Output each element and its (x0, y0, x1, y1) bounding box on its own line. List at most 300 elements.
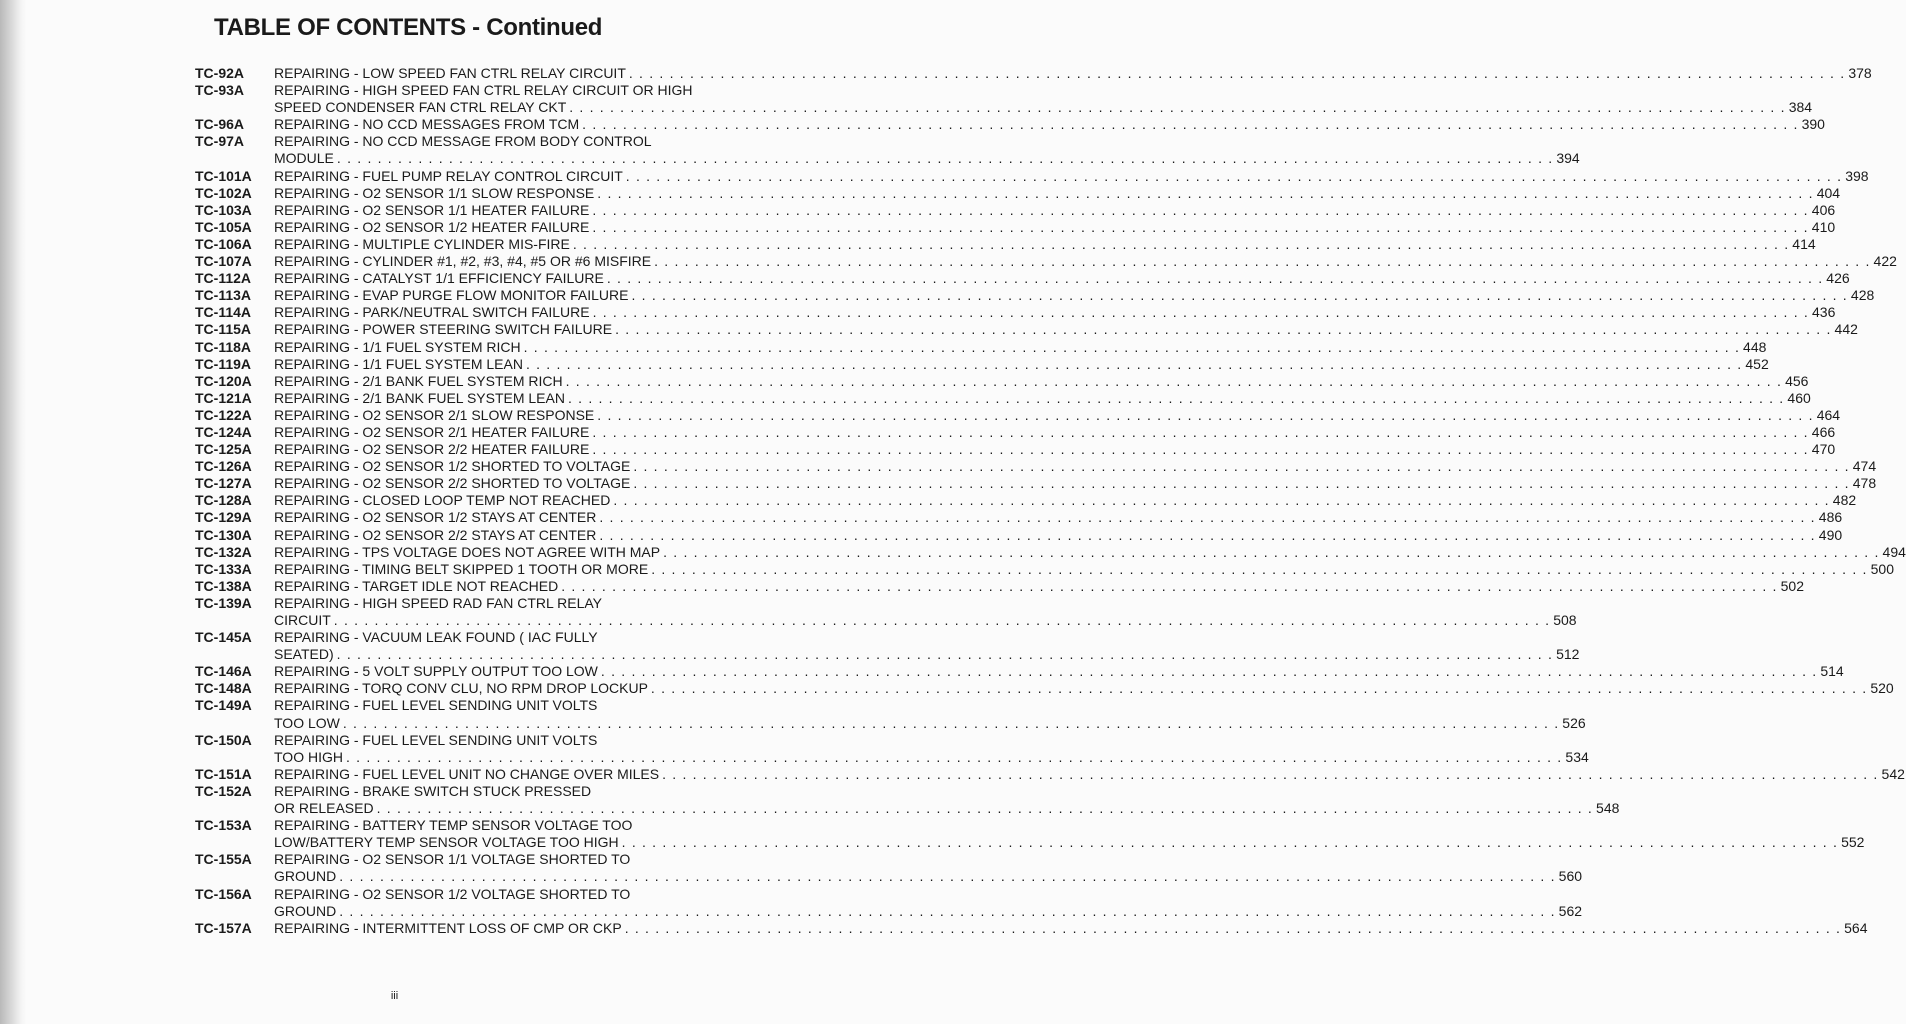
toc-entry-line (274, 680, 1894, 697)
toc-entry-page: 470 (1811, 441, 1836, 458)
toc-entry-title: REPAIRING - TARGET IDLE NOT REACHED (274, 577, 559, 594)
toc-entry-title: REPAIRING - 1/1 FUEL SYSTEM LEAN (274, 355, 523, 372)
toc-entry-line (274, 732, 717, 749)
dot-leader: . . . . . . . . . . . . . . . . . . . . . . . . . . . . . . . . . . . . . . . . . . . . . . . . . . . . . . . . . . . . . . . . . . . . . . . . . . . . . . . . . . . . . . . . . . . . . . . . . . . . . . . . . . . . . . . . . . . . . . . . (650, 680, 1868, 697)
dot-leader: . . . . . . . . . . . . . . . . . . . . . . . . . . . . . . . . . . . . . . . . . . . . . . . . . . . . . . . . . . . . . . . . . . . . . . . . . . . . . . . . . . . . . . . . . . . . . . . . . . . . . . . . . . . . . . . . . . . . . . . . (336, 150, 1554, 167)
toc-entry-body (274, 782, 1620, 817)
toc-entry (195, 218, 1836, 236)
dot-leader: . . . . . . . . . . . . . . . . . . . . . . . . . . . . . . . . . . . . . . . . . . . . . . . . . . . . . . . . . . . . . . . . . . . . . . . . . . . . . . . . . . . . . . . . . . . . . . . . . . . . . . . . . . . . . . . . . . . . . . . . (582, 116, 1799, 133)
dot-leader: . . . . . . . . . . . . . . . . . . . . . . . . . . . . . . . . . . . . . . . . . . . . . . . . . . . . . . . . . . . . . . . . . . . . . . . . . . . . . . . . . . . . . . . . . . . . . . . . . . . . . . . . . . . . . . . . . . . . . . . . (339, 902, 1556, 919)
toc-entry (195, 577, 1804, 595)
toc-entry-body (274, 663, 1844, 680)
toc-entry-title: REPAIRING - BATTERY TEMP SENSOR VOLTAGE TOO (274, 817, 633, 834)
toc-entry-line (274, 355, 1769, 373)
toc-entry-line (274, 765, 1905, 783)
toc-entry-page: 502 (1780, 577, 1804, 594)
toc-entry-title: SPEED CONDENSER FAN CTRL RELAY CKT (274, 99, 567, 116)
toc-entry-title: TOO LOW (274, 714, 340, 731)
toc-entry (195, 321, 1858, 338)
toc-entry-title: REPAIRING - FUEL LEVEL SENDING UNIT VOLTS (274, 697, 598, 714)
toc-entry-title: REPAIRING - TPS VOLTAGE DOES NOT AGREE WITH MAP (274, 543, 661, 560)
dot-leader: . . . . . . . . . . . . . . . . . . . . . . . . . . . . . . . . . . . . . . . . . . . . . . . . . . . . . . . . . . . . . . . . . . . . . . . . . . . . . . . . . . . . . . . . . . . . . . . . . . . . . . . . . . . . . . . . . . . . . . . . (663, 543, 1880, 560)
toc-entry-code: TC-152A (195, 782, 252, 799)
toc-entry (195, 287, 1875, 304)
toc-entry-body (274, 389, 1811, 407)
dot-leader: . . . . . . . . . . . . . . . . . . . . . . . . . . . . . . . . . . . . . . . . . . . . . . . . . . . . . . . . . . . . . . . . . . . . . . . . . . . . . . . . . . . . . . . . . . . . . . . . . . . . . . . . . . . . . . . . . . . . . . . . (600, 663, 1818, 680)
toc-entry (195, 458, 1877, 475)
toc-entry (195, 629, 1580, 663)
toc-entry (195, 389, 1811, 407)
toc-entry-body (274, 697, 1586, 731)
toc-entry (195, 116, 1825, 133)
toc-entry-line (274, 817, 717, 834)
toc-entry-title: REPAIRING - LOW SPEED FAN CTRL RELAY CIRCUIT (274, 65, 626, 81)
toc-entry-page: 478 (1852, 475, 1877, 492)
toc-entry-page: 384 (1788, 99, 1813, 116)
toc-entry-title: GROUND (274, 902, 337, 919)
toc-entry-body (274, 423, 1836, 441)
toc-entry-code: TC-129A (195, 509, 252, 526)
toc-entry-title: REPAIRING - MULTIPLE CYLINDER MIS-FIRE (274, 235, 570, 252)
toc-entry-line (274, 543, 1906, 561)
toc-entry-page: 406 (1811, 201, 1836, 218)
toc-entry-code: TC-105A (195, 218, 252, 235)
toc-entry-body (274, 201, 1836, 219)
toc-entry-line (274, 458, 1877, 475)
toc-entry-title: REPAIRING - O2 SENSOR 2/2 SHORTED TO VOLTAGE (274, 475, 631, 492)
toc-entry-page: 500 (1870, 560, 1894, 577)
toc-entry (195, 270, 1850, 287)
toc-entry-line (274, 834, 1865, 851)
toc-entry (195, 731, 1589, 766)
toc-entry-code: TC-153A (195, 817, 252, 834)
toc-entry-line (274, 612, 1577, 629)
toc-entry-line (274, 697, 717, 714)
toc-entry-title: REPAIRING - VACUUM LEAK FOUND ( IAC FULLY (274, 629, 598, 646)
toc-entry-code: TC-97A (195, 133, 245, 150)
toc-entry-body (274, 167, 1869, 185)
toc-entry (195, 65, 1872, 82)
toc-entry-code: TC-127A (195, 475, 252, 492)
toc-entry-line (274, 150, 1580, 167)
toc-entry-line (274, 406, 1841, 424)
toc-entry-code: TC-120A (195, 372, 252, 389)
toc-list (195, 65, 1906, 937)
toc-entry-line (274, 595, 717, 612)
toc-entry-page: 398 (1845, 167, 1869, 184)
toc-entry-page: 526 (1562, 714, 1586, 731)
dot-leader: . . . . . . . . . . . . . . . . . . . . . . . . . . . . . . . . . . . . . . . . . . . . . . . . . . . . . . . . . . . . . . . . . . . . . . . . . . . . . . . . . . . . . . . . . . . . . . . . . . . . . . . . . . . . . . . . . . . . . . . . (599, 526, 1816, 543)
toc-entry-code: TC-102A (195, 184, 252, 201)
toc-entry-body (274, 629, 1580, 663)
toc-entry-line (274, 167, 1869, 185)
toc-entry-page: 404 (1816, 184, 1841, 201)
toc-entry-line (274, 235, 1816, 253)
dot-leader: . . . . . . . . . . . . . . . . . . . . . . . . . . . . . . . . . . . . . . . . . . . . . . . . . . . . . . . . . . . . . . . . . . . . . . . . . . . . . . . . . . . . . . . . . . . . . . . . . . . . . . . . . . . . . . . . . . . . . . . . (592, 218, 1809, 235)
dot-leader: . . . . . . . . . . . . . . . . . . . . . . . . . . . . . . . . . . . . . . . . . . . . . . . . . . . . . . . . . . . . . . . . . . . . . . . . . . . . . . . . . . . . . . . . . . . . . . . . . . . . . . . . . . . . . . . . . . . . . . . . (628, 65, 1846, 81)
toc-entry-line (274, 253, 1897, 270)
dot-leader: . . . . . . . . . . . . . . . . . . . . . . . . . . . . . . . . . . . . . . . . . . . . . . . . . . . . . . . . . . . . . . . . . . . . . . . . . . . . . . . . . . . . . . . . . . . . . . . . . . . . . . . . . . . . . . . . . . . . . . . . (592, 441, 1809, 458)
toc-entry-line (274, 184, 1841, 202)
toc-entry-code: TC-148A (195, 680, 252, 697)
toc-entry (195, 680, 1894, 697)
toc-entry-title: REPAIRING - 2/1 BANK FUEL SYSTEM LEAN (274, 389, 565, 406)
toc-entry-title: REPAIRING - BRAKE SWITCH STUCK PRESSED (274, 782, 592, 799)
dot-leader: . . . . . . . . . . . . . . . . . . . . . . . . . . . . . . . . . . . . . . . . . . . . . . . . . . . . . . . . . . . . . . . . . . . . . . . . . . . . . . . . . . . . . . . . . . . . . . . . . . . . . . . . . . . . . . . . . . . . . . . . (565, 372, 1783, 389)
toc-entry-line (274, 441, 1836, 458)
toc-entry-title: REPAIRING - O2 SENSOR 1/2 VOLTAGE SHORTED TO (274, 885, 631, 902)
toc-entry (195, 372, 1809, 390)
toc-entry-title: REPAIRING - POWER STEERING SWITCH FAILURE (274, 321, 613, 338)
toc-entry-line (274, 886, 717, 903)
toc-entry-code: TC-121A (195, 389, 252, 406)
toc-entry-page: 560 (1558, 868, 1583, 885)
toc-entry-body (274, 218, 1836, 236)
toc-entry-title: OR RELEASED (274, 800, 374, 817)
toc-entry-line (274, 82, 717, 99)
dot-leader: . . . . . . . . . . . . . . . . . . . . . . . . . . . . . . . . . . . . . . . . . . . . . . . . . . . . . . . . . . . . . . . . . . . . . . . . . . . . . . . . . . . . . . . . . . . . . . . . . . . . . . . . . . . . . . . . . . . . . . . . (342, 714, 1560, 731)
toc-entry-page: 466 (1811, 423, 1836, 440)
toc-entry-line (274, 116, 1825, 133)
toc-entry-code: TC-157A (195, 919, 252, 936)
toc-entry (195, 304, 1836, 321)
page-binding-shadow (0, 0, 26, 1024)
toc-entry-line (274, 423, 1836, 441)
toc-entry-body (274, 851, 1583, 885)
toc-entry-line (274, 868, 1583, 885)
toc-entry-page: 414 (1792, 235, 1816, 252)
dot-leader: . . . . . . . . . . . . . . . . . . . . . . . . . . . . . . . . . . . . . . . . . . . . . . . . . . . . . . . . . . . . . . . . . . . . . . . . . . . . . . . . . . . . . . . . . . . . . . . . . . . . . . . . . . . . . . . . . . . . . . . . (567, 389, 1785, 406)
toc-entry-line (274, 99, 1813, 116)
dot-leader: . . . . . . . . . . . . . . . . . . . . . . . . . . . . . . . . . . . . . . . . . . . . . . . . . . . . . . . . . . . . . . . . . . . . . . . . . . . . . . . . . . . . . . . . . . . . . . . . . . . . . . . . . . . . . . . . . . . . . . . . (592, 423, 1809, 440)
dot-leader: . . . . . . . . . . . . . . . . . . . . . . . . . . . . . . . . . . . . . . . . . . . . . . . . . . . . . . . . . . . . . . . . . . . . . . . . . . . . . . . . . . . . . . . . . . . . . . . . . . . . . . . . . . . . . . . . . . . . . . . . (597, 406, 1814, 423)
toc-entry-title: REPAIRING - O2 SENSOR 1/1 HEATER FAILURE (274, 201, 590, 218)
toc-entry-body (274, 458, 1877, 475)
toc-entry-page: 494 (1882, 543, 1906, 560)
toc-entry-page: 456 (1785, 372, 1809, 389)
toc-entry (195, 492, 1857, 509)
toc-entry-body (274, 731, 1589, 766)
toc-entry-page: 394 (1556, 150, 1580, 167)
dot-leader: . . . . . . . . . . . . . . . . . . . . . . . . . . . . . . . . . . . . . . . . . . . . . . . . . . . . . . . . . . . . . . . . . . . . . . . . . . . . . . . . . . . . . . . . . . . . . . . . . . . . . . . . . . . . . . . . . . . . . . . . (615, 321, 1832, 338)
toc-entry-line (274, 560, 1894, 578)
toc-entry (195, 253, 1897, 270)
toc-entry-code: TC-151A (195, 765, 252, 782)
toc-entry-line (274, 287, 1875, 304)
page-number: iii (390, 990, 399, 1002)
toc-entry-title: REPAIRING - FUEL PUMP RELAY CONTROL CIRCUIT (274, 167, 623, 184)
page-title: TABLE OF CONTENTS - Continued (214, 14, 603, 41)
dot-leader: . . . . . . . . . . . . . . . . . . . . . . . . . . . . . . . . . . . . . . . . . . . . . . . . . . . . . . . . . . . . . . . . . . . . . . . . . . . . . . . . . . . . . . . . . . . . . . . . . . . . . . . . . . . . . . . . . . . . . . . . (333, 612, 1551, 628)
dot-leader: . . . . . . . . . . . . . . . . . . . . . . . . . . . . . . . . . . . . . . . . . . . . . . . . . . . . . . . . . . . . . . . . . . . . . . . . . . . . . . . . . . . . . . . . . . . . . . . . . . . . . . . . . . . . . . . . . . . . . . . . (339, 868, 1556, 885)
dot-leader: . . . . . . . . . . . . . . . . . . . . . . . . . . . . . . . . . . . . . . . . . . . . . . . . . . . . . . . . . . . . . . . . . . . . . . . . . . . . . . . . . . . . . . . . . . . . . . . . . . . . . . . . . . . . . . . . . . . . . . . . (662, 765, 1879, 782)
toc-entry-page: 436 (1812, 304, 1836, 321)
toc-entry (195, 782, 1620, 817)
toc-entry (195, 355, 1769, 373)
dot-leader: . . . . . . . . . . . . . . . . . . . . . . . . . . . . . . . . . . . . . . . . . . . . . . . . . . . . . . . . . . . . . . . . . . . . . . . . . . . . . . . . . . . . . . . . . . . . . . . . . . . . . . . . . . . . . . . . . . . . . . . . (592, 304, 1809, 321)
toc-entry-title: GROUND (274, 868, 337, 885)
toc-entry-page: 514 (1820, 663, 1844, 680)
toc-entry-line (274, 714, 1586, 732)
dot-leader: . . . . . . . . . . . . . . . . . . . . . . . . . . . . . . . . . . . . . . . . . . . . . . . . . . . . . . . . . . . . . . . . . . . . . . . . . . . . . . . . . . . . . . . . . . . . . . . . . . . . . . . . . . . . . . . . . . . . . . . . (597, 184, 1814, 201)
toc-entry-body (274, 253, 1897, 270)
toc-entry-body (274, 304, 1836, 321)
toc-entry-body (274, 270, 1850, 287)
dot-leader: . . . . . . . . . . . . . . . . . . . . . . . . . . . . . . . . . . . . . . . . . . . . . . . . . . . . . . . . . . . . . . . . . . . . . . . . . . . . . . . . . . . . . . . . . . . . . . . . . . . . . . . . . . . . . . . . . . . . . . . . (654, 253, 1871, 270)
toc-entry-code: TC-115A (195, 321, 252, 338)
toc-entry-line (274, 389, 1811, 407)
toc-entry-code: TC-138A (195, 577, 252, 594)
toc-entry-title: REPAIRING - O2 SENSOR 1/1 SLOW RESPONSE (274, 184, 595, 201)
toc-entry-page: 428 (1850, 287, 1875, 304)
toc-entry-title: CIRCUIT (274, 612, 331, 628)
toc-entry-title: REPAIRING - NO CCD MESSAGES FROM TCM (274, 116, 580, 133)
toc-entry-page: 548 (1596, 800, 1620, 817)
toc-entry-code: TC-112A (195, 270, 252, 287)
toc-entry-code: TC-93A (195, 82, 245, 99)
toc-entry-page: 542 (1881, 765, 1905, 782)
toc-entry-page: 534 (1565, 748, 1589, 765)
toc-entry (195, 423, 1836, 441)
toc-entry-title: REPAIRING - FUEL LEVEL UNIT NO CHANGE OVER MILES (274, 765, 660, 782)
toc-entry (195, 509, 1843, 526)
toc-entry-page: 452 (1745, 355, 1769, 372)
toc-entry-line (274, 201, 1836, 219)
toc-entry-code: TC-128A (195, 492, 252, 509)
toc-entry-title: REPAIRING - FUEL LEVEL SENDING UNIT VOLTS (274, 731, 598, 748)
toc-entry-line (274, 133, 717, 150)
toc-entry-page: 552 (1841, 834, 1865, 851)
dot-leader: . . . . . . . . . . . . . . . . . . . . . . . . . . . . . . . . . . . . . . . . . . . . . . . . . . . . . . . . . . . . . . . . . . . . . . . . . . . . . . . . . . . . . . . . . . . . . . . . . . . . . . . . . . . . . . . . . . . . . . . . (621, 834, 1839, 851)
toc-entry-body (274, 577, 1804, 595)
toc-entry-body (274, 65, 1872, 82)
toc-entry-line (274, 919, 1868, 937)
toc-entry-title: REPAIRING - O2 SENSOR 2/1 HEATER FAILURE (274, 423, 590, 440)
toc-entry-title: REPAIRING - O2 SENSOR 1/2 HEATER FAILURE (274, 218, 590, 235)
toc-entry-page: 422 (1873, 253, 1897, 270)
toc-entry-body (274, 372, 1809, 390)
toc-entry-code: TC-139A (195, 594, 252, 611)
toc-entry (195, 919, 1868, 937)
toc-entry-line (274, 646, 1580, 663)
toc-entry-page: 564 (1844, 919, 1868, 936)
toc-entry-title: REPAIRING - 1/1 FUEL SYSTEM RICH (274, 338, 521, 355)
toc-entry-title: REPAIRING - O2 SENSOR 2/2 HEATER FAILURE (274, 441, 590, 458)
toc-entry-body (274, 919, 1868, 937)
toc-entry-body (274, 526, 1843, 544)
dot-leader: . . . . . . . . . . . . . . . . . . . . . . . . . . . . . . . . . . . . . . . . . . . . . . . . . . . . . . . . . . . . . . . . . . . . . . . . . . . . . . . . . . . . . . . . . . . . . . . . . . . . . . . . . . . . . . . . . . . . . . . . (631, 287, 1848, 304)
toc-entry-body (274, 287, 1875, 304)
toc-entry-code: TC-106A (195, 235, 252, 252)
toc-entry-body (274, 82, 1813, 116)
toc-entry-line (274, 509, 1843, 526)
toc-entry-page: 512 (1556, 646, 1580, 663)
toc-entry (195, 338, 1767, 356)
toc-entry-page: 378 (1848, 65, 1872, 81)
toc-entry (195, 201, 1836, 219)
toc-entry-body (274, 594, 1577, 629)
toc-entry-page: 426 (1826, 270, 1850, 287)
toc-entry (195, 594, 1577, 629)
toc-entry (195, 167, 1869, 185)
toc-entry-page: 410 (1811, 218, 1836, 235)
toc-entry-title: REPAIRING - 5 VOLT SUPPLY OUTPUT TOO LOW (274, 663, 598, 680)
dot-leader: . . . . . . . . . . . . . . . . . . . . . . . . . . . . . . . . . . . . . . . . . . . . . . . . . . . . . . . . . . . . . . . . . . . . . . . . . . . . . . . . . . . . . . . . . . . . . . . . . . . . . . . . . . . . . . . . . . . . . . . . (651, 560, 1868, 577)
toc-entry-line (274, 372, 1809, 390)
toc-entry-line (274, 629, 717, 646)
toc-entry-page: 460 (1787, 389, 1811, 406)
toc-entry (195, 441, 1836, 458)
toc-entry-page: 482 (1832, 492, 1857, 509)
toc-entry-code: TC-156A (195, 885, 252, 902)
toc-entry-code: TC-101A (195, 167, 252, 184)
dot-leader: . . . . . . . . . . . . . . . . . . . . . . . . . . . . . . . . . . . . . . . . . . . . . . . . . . . . . . . . . . . . . . . . . . . . . . . . . . . . . . . . . . . . . . . . . . . . . . . . . . . . . . . . . . . . . . . . . . . . . . . . (345, 748, 1563, 765)
toc-entry-line (274, 526, 1843, 544)
toc-entry (195, 184, 1841, 202)
toc-entry (195, 697, 1586, 731)
toc-entry-code: TC-146A (195, 663, 252, 680)
dot-leader: . . . . . . . . . . . . . . . . . . . . . . . . . . . . . . . . . . . . . . . . . . . . . . . . . . . . . . . . . . . . . . . . . . . . . . . . . . . . . . . . . . . . . . . . . . . . . . . . . . . . . . . . . . . . . . . . . . . . . . . . (599, 509, 1816, 526)
toc-entry-page: 486 (1818, 509, 1843, 526)
toc-entry-page: 490 (1818, 526, 1843, 543)
toc-entry-code: TC-149A (195, 697, 252, 714)
toc-entry-title: REPAIRING - CLOSED LOOP TEMP NOT REACHED (274, 492, 611, 509)
toc-entry-code: TC-113A (195, 287, 252, 304)
toc-entry (195, 526, 1843, 544)
toc-entry-title: REPAIRING - TIMING BELT SKIPPED 1 TOOTH OR MORE (274, 560, 649, 577)
toc-entry (195, 560, 1894, 578)
toc-entry (195, 235, 1816, 253)
toc-entry-code: TC-122A (195, 406, 252, 423)
toc-entry-title: REPAIRING - O2 SENSOR 1/2 STAYS AT CENTER (274, 509, 597, 526)
toc-entry (195, 817, 1865, 851)
dot-leader: . . . . . . . . . . . . . . . . . . . . . . . . . . . . . . . . . . . . . . . . . . . . . . . . . . . . . . . . . . . . . . . . . . . . . . . . . . . . . . . . . . . . . . . . . . . . . . . . . . . . . . . . . . . . . . . . . . . . . . . . (572, 235, 1790, 252)
toc-entry-body (274, 543, 1906, 561)
toc-entry-page: 442 (1834, 321, 1858, 338)
toc-entry-code: TC-130A (195, 526, 252, 543)
toc-entry-title: MODULE (274, 150, 334, 167)
dot-leader: . . . . . . . . . . . . . . . . . . . . . . . . . . . . . . . . . . . . . . . . . . . . . . . . . . . . . . . . . . . . . . . . . . . . . . . . . . . . . . . . . . . . . . . . . . . . . . . . . . . . . . . . . . . . . . . . . . . . . . . . (376, 800, 1594, 817)
toc-entry-code: TC-124A (195, 423, 252, 440)
toc-entry-page: 520 (1870, 680, 1894, 697)
toc-entry-line (274, 270, 1850, 287)
toc-entry-body (274, 680, 1894, 697)
toc-entry-body (274, 184, 1841, 202)
toc-entry-title: REPAIRING - O2 SENSOR 1/1 VOLTAGE SHORTED TO (274, 851, 631, 868)
toc-entry-line (274, 663, 1844, 680)
toc-entry-code: TC-118A (195, 338, 252, 355)
dot-leader: . . . . . . . . . . . . . . . . . . . . . . . . . . . . . . . . . . . . . . . . . . . . . . . . . . . . . . . . . . . . . . . . . . . . . . . . . . . . . . . . . . . . . . . . . . . . . . . . . . . . . . . . . . . . . . . . . . . . . . . . (523, 338, 1741, 355)
toc-entry-title: REPAIRING - O2 SENSOR 2/1 SLOW RESPONSE (274, 406, 595, 423)
toc-entry-body (274, 765, 1905, 783)
toc-entry (195, 851, 1583, 885)
dot-leader: . . . . . . . . . . . . . . . . . . . . . . . . . . . . . . . . . . . . . . . . . . . . . . . . . . . . . . . . . . . . . . . . . . . . . . . . . . . . . . . . . . . . . . . . . . . . . . . . . . . . . . . . . . . . . . . . . . . . . . . . (613, 492, 1830, 509)
toc-entry (195, 82, 1813, 116)
toc-entry-body (274, 492, 1857, 509)
toc-entry-body (274, 133, 1580, 167)
toc-entry-title: REPAIRING - HIGH SPEED RAD FAN CTRL RELAY (274, 594, 603, 611)
toc-entry-body (274, 475, 1877, 492)
dot-leader: . . . . . . . . . . . . . . . . . . . . . . . . . . . . . . . . . . . . . . . . . . . . . . . . . . . . . . . . . . . . . . . . . . . . . . . . . . . . . . . . . . . . . . . . . . . . . . . . . . . . . . . . . . . . . . . . . . . . . . . . (525, 355, 1743, 372)
dot-leader: . . . . . . . . . . . . . . . . . . . . . . . . . . . . . . . . . . . . . . . . . . . . . . . . . . . . . . . . . . . . . . . . . . . . . . . . . . . . . . . . . . . . . . . . . . . . . . . . . . . . . . . . . . . . . . . . . . . . . . . . (561, 577, 1778, 594)
toc-entry-line (274, 748, 1589, 766)
toc-entry-line (274, 577, 1804, 595)
toc-entry-title: REPAIRING - EVAP PURGE FLOW MONITOR FAILURE (274, 287, 629, 304)
toc-entry-title: LOW/BATTERY TEMP SENSOR VOLTAGE TOO HIGH (274, 834, 619, 851)
toc-entry-body (274, 406, 1841, 424)
toc-entry-body (274, 441, 1836, 458)
dot-leader: . . . . . . . . . . . . . . . . . . . . . . . . . . . . . . . . . . . . . . . . . . . . . . . . . . . . . . . . . . . . . . . . . . . . . . . . . . . . . . . . . . . . . . . . . . . . . . . . . . . . . . . . . . . . . . . . . . . . . . . . (606, 270, 1824, 287)
toc-entry-title: REPAIRING - PARK/NEUTRAL SWITCH FAILURE (274, 304, 590, 321)
toc-entry-line (274, 902, 1583, 920)
toc-entry (195, 765, 1905, 783)
toc-entry-title: REPAIRING - O2 SENSOR 1/2 SHORTED TO VOLTAGE (274, 458, 631, 475)
toc-entry-code: TC-126A (195, 458, 252, 475)
dot-leader: . . . . . . . . . . . . . . . . . . . . . . . . . . . . . . . . . . . . . . . . . . . . . . . . . . . . . . . . . . . . . . . . . . . . . . . . . . . . . . . . . . . . . . . . . . . . . . . . . . . . . . . . . . . . . . . . . . . . . . . . (569, 99, 1786, 116)
toc-entry-title: REPAIRING - NO CCD MESSAGE FROM BODY CONTROL (274, 133, 652, 150)
toc-entry (195, 663, 1844, 680)
toc-entry-code: TC-145A (195, 629, 252, 646)
toc-entry-title: REPAIRING - CATALYST 1/1 EFFICIENCY FAILURE (274, 270, 604, 287)
toc-entry-line (274, 492, 1857, 509)
toc-entry-page: 508 (1553, 612, 1577, 628)
toc-entry-title: REPAIRING - 2/1 BANK FUEL SYSTEM RICH (274, 372, 563, 389)
toc-entry-title: REPAIRING - TORQ CONV CLU, NO RPM DROP LOCKUP (274, 680, 648, 697)
toc-entry-body (274, 885, 1583, 920)
toc-entry-code: TC-114A (195, 304, 252, 321)
toc-entry-code: TC-155A (195, 851, 252, 868)
dot-leader: . . . . . . . . . . . . . . . . . . . . . . . . . . . . . . . . . . . . . . . . . . . . . . . . . . . . . . . . . . . . . . . . . . . . . . . . . . . . . . . . . . . . . . . . . . . . . . . . . . . . . . . . . . . . . . . . . . . . . . . . (336, 646, 1554, 663)
toc-entry-code: TC-103A (195, 201, 252, 218)
toc-entry-line (274, 218, 1836, 236)
toc-entry-line (274, 475, 1877, 492)
toc-entry-title: REPAIRING - HIGH SPEED FAN CTRL RELAY CIRCUIT OR HIGH (274, 82, 693, 99)
toc-entry-page: 448 (1743, 338, 1767, 355)
toc-entry (195, 885, 1583, 920)
toc-entry-body (274, 321, 1858, 338)
toc-entry (195, 133, 1580, 167)
toc-entry-line (274, 304, 1836, 321)
toc-entry-title: SEATED) (274, 646, 334, 663)
toc-entry-code: TC-119A (195, 355, 252, 372)
toc-entry-line (274, 800, 1620, 817)
toc-entry-code: TC-132A (195, 543, 252, 560)
toc-entry-page: 562 (1558, 902, 1583, 919)
toc-entry-title: REPAIRING - CYLINDER #1, #2, #3, #4, #5 OR #6 MISFIRE (274, 253, 652, 270)
toc-entry-page: 390 (1801, 116, 1825, 133)
toc-entry-body (274, 116, 1825, 133)
toc-entry-line (274, 65, 1872, 82)
toc-entry-line (274, 783, 717, 800)
toc-entry-body (274, 509, 1843, 526)
dot-leader: . . . . . . . . . . . . . . . . . . . . . . . . . . . . . . . . . . . . . . . . . . . . . . . . . . . . . . . . . . . . . . . . . . . . . . . . . . . . . . . . . . . . . . . . . . . . . . . . . . . . . . . . . . . . . . . . . . . . . . . . (624, 919, 1842, 936)
toc-entry (195, 543, 1906, 561)
toc-entry-line (274, 851, 717, 868)
toc-entry-body (274, 355, 1769, 373)
toc-entry-body (274, 235, 1816, 253)
toc-entry-body (274, 338, 1767, 356)
toc-entry-page: 464 (1816, 406, 1841, 423)
toc-entry-page: 474 (1852, 458, 1877, 475)
toc-entry-body (274, 817, 1865, 851)
toc-entry-title: TOO HIGH (274, 748, 343, 765)
toc-entry-code: TC-92A (195, 65, 245, 81)
toc-entry-code: TC-125A (195, 441, 252, 458)
toc-entry (195, 406, 1841, 424)
dot-leader: . . . . . . . . . . . . . . . . . . . . . . . . . . . . . . . . . . . . . . . . . . . . . . . . . . . . . . . . . . . . . . . . . . . . . . . . . . . . . . . . . . . . . . . . . . . . . . . . . . . . . . . . . . . . . . . . . . . . . . . . (592, 201, 1809, 218)
dot-leader: . . . . . . . . . . . . . . . . . . . . . . . . . . . . . . . . . . . . . . . . . . . . . . . . . . . . . . . . . . . . . . . . . . . . . . . . . . . . . . . . . . . . . . . . . . . . . . . . . . . . . . . . . . . . . . . . . . . . . . . . (633, 458, 1850, 475)
toc-entry-code: TC-150A (195, 731, 252, 748)
